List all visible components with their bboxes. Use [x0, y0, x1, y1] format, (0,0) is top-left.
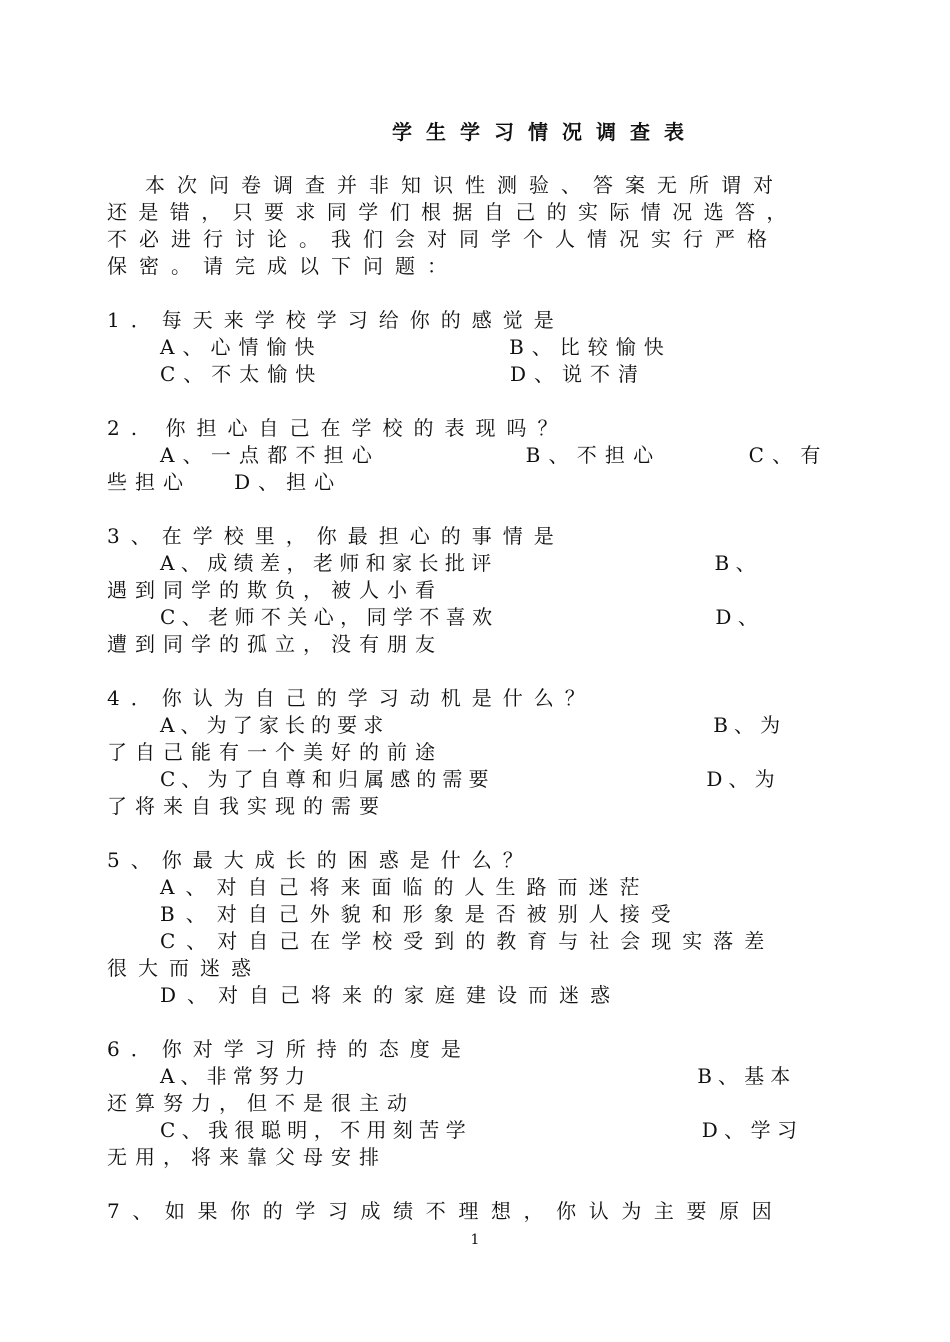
question-6-option-a: A、非常努力 B、基本	[160, 1064, 797, 1088]
intro-line-3: 不必进行讨论。我们会对同学个人情况实行严格	[107, 227, 779, 251]
question-3-option-a: A、成绩差，老师和家长批评 B、	[160, 551, 763, 575]
question-7-text: 7、如果你的学习成绩不理想，你认为主要原因	[107, 1199, 785, 1223]
intro-line-4: 保密。请完成以下问题：	[107, 254, 459, 278]
question-6-text: 6．你对学习所持的态度是	[107, 1037, 472, 1061]
question-4-option-c: C、为了自尊和归属感的需要 D、为	[160, 767, 781, 791]
question-6-option-c: C、我很聪明，不用刻苦学 D、学习	[160, 1118, 804, 1142]
intro-line-2: 还是错，只要求同学们根据自己的实际情况选答，	[107, 200, 798, 224]
page-number: 1	[470, 1232, 480, 1248]
question-2-text: 2. 你担心自己在学校的表现吗？	[107, 416, 569, 440]
question-6-option-b: 还算努力，但不是很主动	[107, 1091, 415, 1115]
question-5-option-c: C、对自己在学校受到的教育与社会现实落差	[160, 929, 776, 953]
question-5-text: 5、你最大成长的困惑是什么？	[107, 848, 534, 872]
question-3-text: 3、在学校里，你最担心的事情是	[107, 524, 565, 548]
question-4-text: 4．你认为自己的学习动机是什么？	[107, 686, 596, 710]
question-3-option-b: 遇到同学的欺负，被人小看	[107, 578, 443, 602]
intro-line-1: 本次问卷调查并非知识性测验、答案无所谓对	[145, 173, 785, 197]
question-5-option-a: A、对自己将来面临的人生路而迷茫	[160, 875, 651, 899]
question-2-options: A、一点都不担心 B、不担心 C、有	[160, 443, 829, 467]
question-1-text: 1．每天来学校学习给你的感觉是	[107, 308, 565, 332]
question-4-option-d: 了将来自我实现的需要	[107, 794, 387, 818]
question-5-option-d: D、对自己将来的家庭建设而迷惑	[160, 983, 622, 1007]
question-4-option-b: 了自己能有一个美好的前途	[107, 740, 443, 764]
question-4-option-a: A、为了家长的要求 B、为	[160, 713, 787, 737]
question-3-option-d: 遭到同学的孤立，没有朋友	[107, 632, 443, 656]
question-1-options-ab: A、心情愉快 B、比较愉快	[160, 335, 672, 359]
document-title: 学生学习情况调查表	[392, 120, 698, 144]
question-6-option-d: 无用，将来靠父母安排	[107, 1145, 387, 1169]
question-5-option-c-cont: 很大而迷惑	[107, 956, 262, 980]
question-2-options-cont: 些担心 D、担心	[107, 470, 343, 494]
question-3-option-c: C、老师不关心，同学不喜欢 D、	[160, 605, 765, 629]
question-1-options-cd: C、不太愉快 D、说不清	[160, 362, 646, 386]
question-5-option-b: B、对自己外貌和形象是否被别人接受	[160, 902, 682, 926]
